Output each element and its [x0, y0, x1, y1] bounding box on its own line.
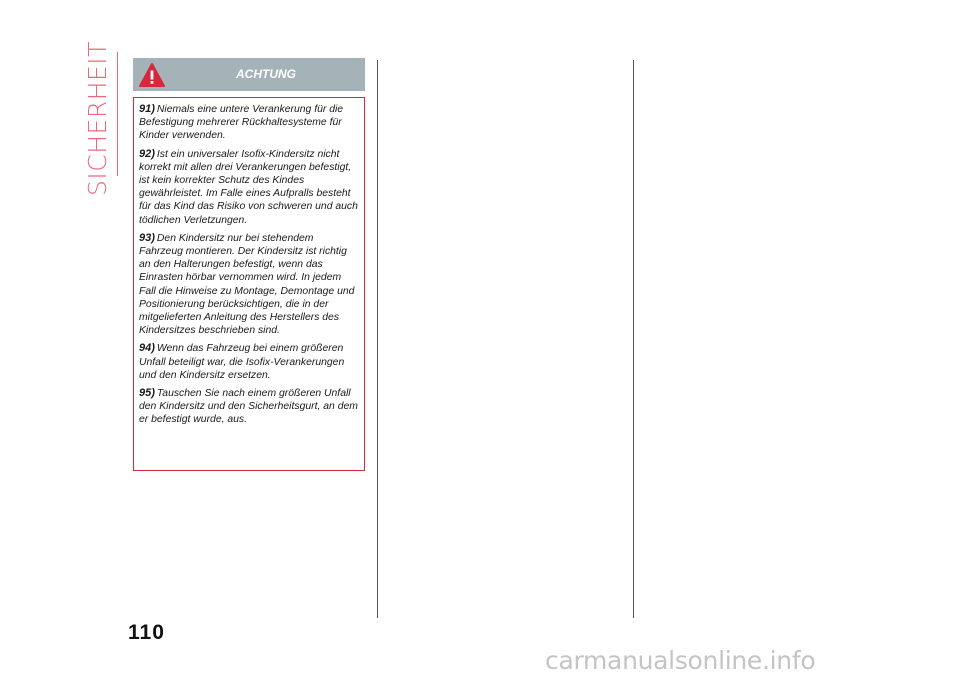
note-number: 95)	[139, 387, 155, 400]
note-text: Den Kindersitz nur bei stehendem Fahrzeug montieren. Der Kindersitz ist richtig an den Halterungen befestigt, wenn das Einrasten hörbar vernommen wird. In jedem Fall die Hinweise zu Montage, Demontage und Positionierung berücksichtigen, die in der mitgelieferten Anleitung des Herstellers des Kindersitzes beschrieben sind.	[139, 232, 355, 337]
note-number: 93)	[139, 231, 155, 244]
page-number: 110	[128, 621, 165, 644]
section-title: SICHERHEIT	[82, 40, 112, 196]
warning-note	[139, 342, 360, 382]
warning-note	[139, 103, 360, 143]
section-divider	[117, 52, 118, 176]
watermark: carmanualsonline.info	[545, 646, 816, 675]
warning-header	[133, 58, 365, 91]
note-text: Niemals eine untere Verankerung für die Befestigung mehrerer Rückhaltesysteme für Kinder verwenden.	[139, 104, 344, 142]
note-number: 92)	[139, 147, 155, 160]
warning-note	[139, 148, 360, 227]
warning-note	[139, 232, 360, 338]
column-divider	[633, 60, 634, 618]
warning-box	[133, 97, 365, 471]
note-number: 91)	[139, 103, 155, 115]
note-text: Wenn das Fahrzeug bei einem größeren Unfall beteiligt war, die Isofix-Verankerungen und den Kindersitz ersetzen.	[139, 343, 345, 381]
note-number: 94)	[139, 342, 155, 355]
warning-title: ACHTUNG	[236, 67, 296, 81]
note-text: Tauschen Sie nach einem größeren Unfall den Kindersitz und den Sicherheitsgurt, an dem er befestigt wurde, aus.	[139, 388, 358, 426]
column-divider	[377, 60, 378, 618]
warning-note	[139, 387, 360, 427]
note-text: Ist ein universaler Isofix-Kindersitz nicht korrekt mit allen drei Verankerungen befestigt, ist kein korrekter Schutz des Kindes gewährleistet. Im Falle eines Aufpralls besteht für das Kind das Risiko von schweren und auch tödlichen Verletzungen.	[139, 148, 358, 226]
